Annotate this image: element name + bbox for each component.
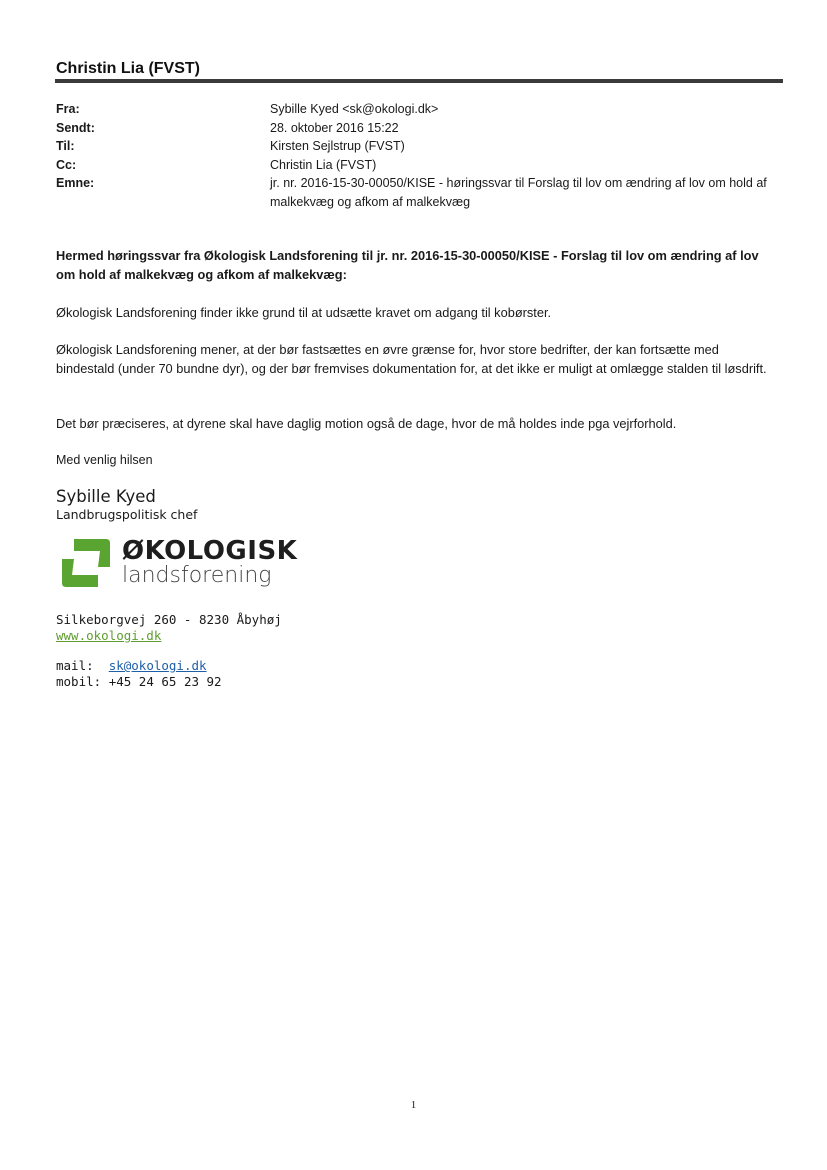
subject-value: jr. nr. 2016-15-30-00050/KISE - høringssvar til Forslag til lov om ændring af lov om hold af malkekvæg og afkom af malkekvæg [270,176,767,209]
cc-row [56,156,786,175]
paragraph-1: Økologisk Landsforening finder ikke grund til at udsætte kravet om adgang til kobørster. [56,305,552,320]
sent-value: 28. oktober 2016 15:22 [270,120,399,135]
mobile-line [56,674,222,690]
address: Silkeborgvej 260 - 8230 Åbyhøj [56,612,282,627]
sent-label: Sendt: [56,120,95,135]
mobile-value: +45 24 65 23 92 [108,674,222,689]
mailbox-owner: Christin Lia (FVST) [56,60,200,77]
intro-paragraph: Hermed høringssvar fra Økologisk Landsforening til jr. nr. 2016-15-30-00050/KISE - Forslag til lov om ændring af lov om hold af malkekvæg og afkom af malkekvæg: [56,248,759,282]
sent-row [56,119,786,138]
page-number: 1 [410,1099,417,1111]
paragraph-3: Det bør præciseres, at dyrene skal have daglig motion også de dage, hvor de må holdes inde pga vejrforhold. [56,416,677,431]
leaf-icon [60,537,112,589]
to-row [56,137,786,156]
to-label: Til: [56,139,75,153]
signature-name: Sybille Kyed [56,487,156,506]
mail-line [56,658,207,674]
cc-label: Cc: [56,157,77,172]
mail-link[interactable]: sk@okologi.dk [108,658,207,673]
email-header [56,100,786,211]
subject-row [56,174,786,211]
cc-value: Christin Lia (FVST) [270,157,377,172]
mobile-label: mobil: [56,674,102,689]
organization-logo [60,535,298,593]
from-row [56,100,786,119]
subject-label: Emne: [56,176,95,190]
from-value: Sybille Kyed <sk@okologi.dk> [270,102,439,116]
logo-subtitle: landsforening [122,563,272,588]
signature-title: Landbrugspolitisk chef [56,507,198,522]
header-divider [55,79,783,83]
from-label: Fra: [56,102,80,116]
to-value: Kirsten Sejlstrup (FVST) [270,139,405,153]
paragraph-2: Økologisk Landsforening mener, at der bør fastsættes en øvre grænse for, hvor store bedrifter, der kan fortsætte med bindestald (under 70 bundne dyr), og der bør fremvises dokumentation for, at det ikke er muligt at omlægge stalden til løsdrift. [56,342,767,376]
mail-label: mail: [56,658,94,673]
website-link[interactable]: www.okologi.dk [56,628,162,643]
logo-wordmark: ØKOLOGISK [122,536,298,566]
greeting: Med venlig hilsen [56,453,153,467]
